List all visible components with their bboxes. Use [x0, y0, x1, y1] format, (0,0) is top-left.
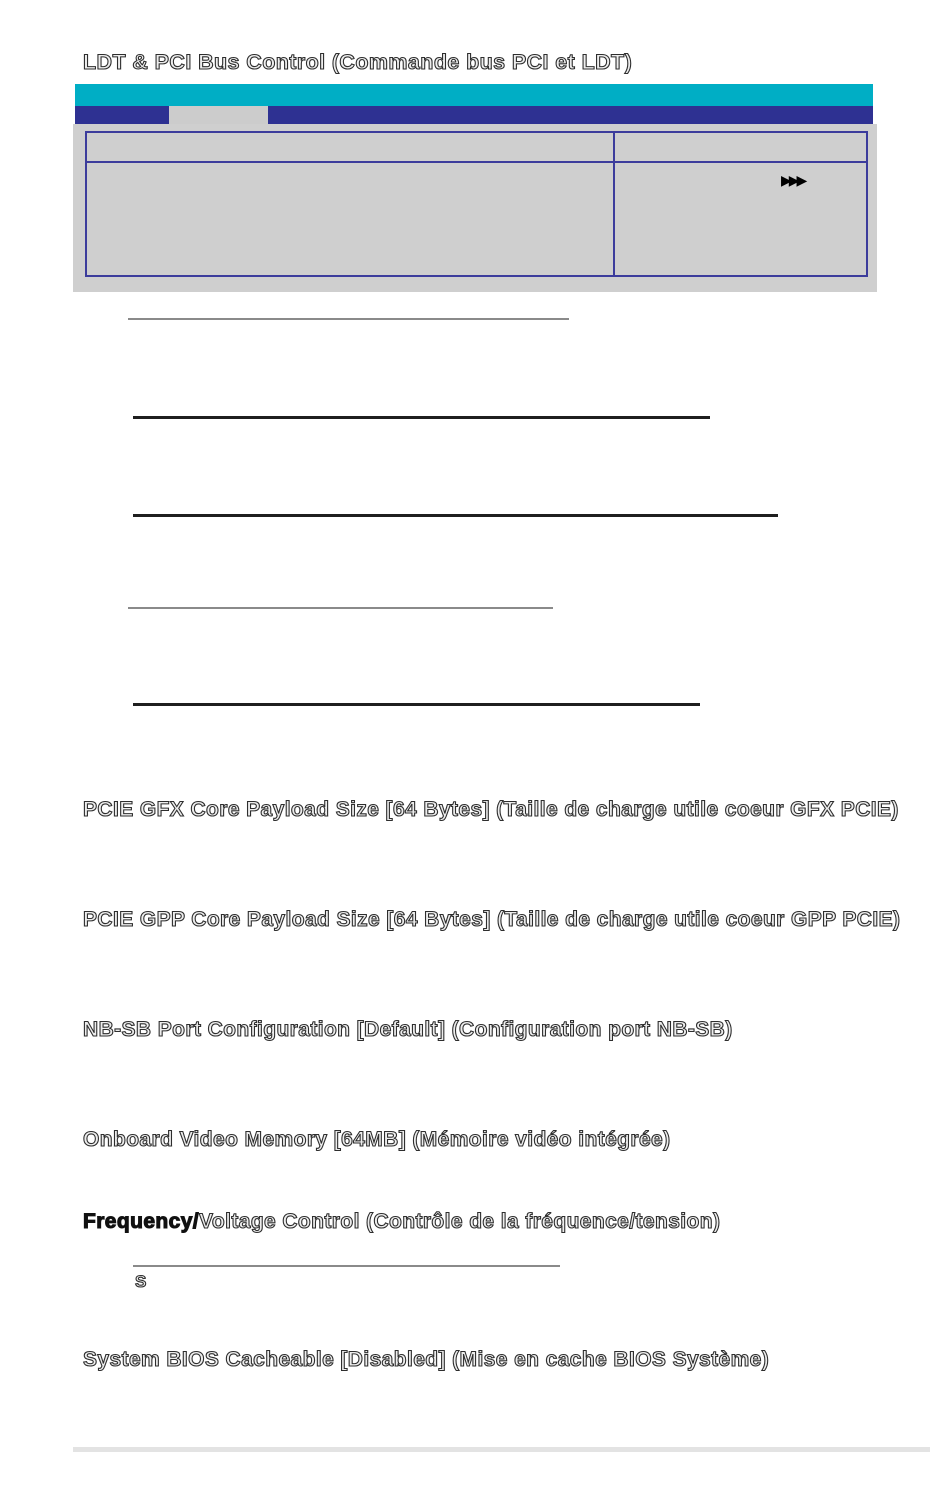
- bios-panel: [73, 124, 877, 292]
- page-bottom-divider: [73, 1447, 930, 1452]
- heading-frequency-prefix: Frequency/: [83, 1210, 200, 1233]
- heading-nb-sb-port-configuration: NB-SB Port Configuration [Default] (Configuration port NB-SB): [83, 1018, 733, 1041]
- bios-active-tab: [169, 106, 268, 126]
- heading-frequency-voltage-control: [83, 1210, 720, 1234]
- heading-frequency-rest: Voltage Control (Contrôle de la fréquence/tension): [199, 1210, 721, 1233]
- underline-rule: [128, 318, 569, 320]
- underline-rule: [133, 416, 710, 419]
- bios-table-column-divider: [613, 133, 615, 275]
- heading-pcie-gpp-payload: PCIE GPP Core Payload Size [64 Bytes] (Taille de charge utile coeur GPP PCIE): [83, 908, 901, 931]
- underline-rule: [128, 607, 553, 609]
- heading-system-bios-cacheable: System BIOS Cacheable [Disabled] (Mise en cache BIOS Système): [83, 1348, 770, 1371]
- heading-pcie-gfx-payload: PCIE GFX Core Payload Size [64 Bytes] (Taille de charge utile coeur GFX PCIE): [83, 798, 899, 821]
- heading-onboard-video-memory: Onboard Video Memory [64MB] (Mémoire vidéo intégrée): [83, 1128, 671, 1151]
- underline-rule: [133, 703, 700, 706]
- underline-rule: [133, 1265, 560, 1267]
- stray-letter-s: S: [135, 1272, 147, 1291]
- bios-menubar: [75, 106, 873, 124]
- bios-options-table: [85, 131, 868, 277]
- bios-titlebar: [75, 84, 873, 106]
- bios-table-header-row: [87, 133, 866, 163]
- page-title: LDT & PCI Bus Control (Commande bus PCI et LDT): [83, 50, 633, 74]
- bios-screenshot: [73, 83, 877, 292]
- underline-rule: [133, 514, 778, 517]
- submenu-arrows-icon: ▶▶▶: [781, 172, 805, 188]
